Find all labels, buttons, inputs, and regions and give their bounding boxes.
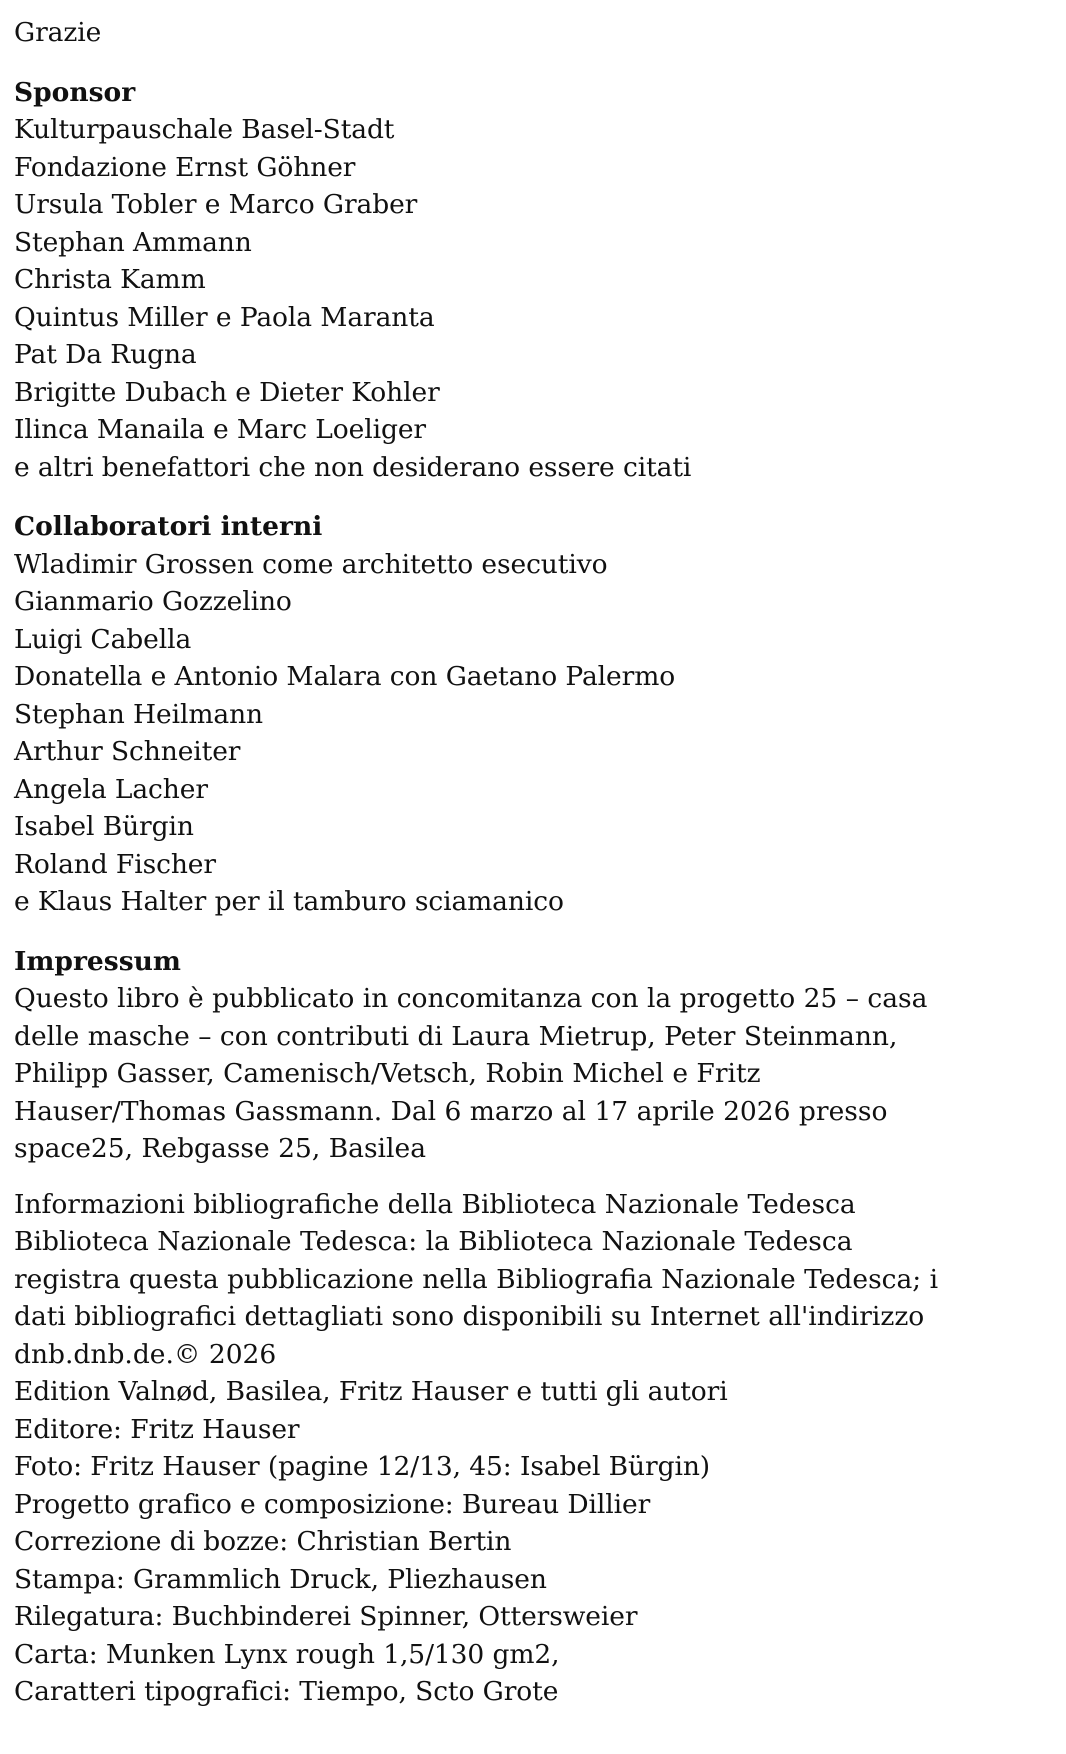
list-item: Christa Kamm [14,264,206,295]
list-item: Quintus Miller e Paola Maranta [14,301,435,333]
list-item: Brigitte Dubach e Dieter Kohler [14,376,440,408]
credit-line: Progetto grafico e composizione: Bureau Dillier [14,1488,651,1520]
credit-line: Correzione di bozze: Christian Bertin [14,1526,512,1557]
section-heading-sponsor: Sponsor [14,76,136,108]
list-item: e altri benefattori che non desiderano essere citati [14,451,692,483]
list-item: Donatella e Antonio Malara con Gaetano Palermo [14,661,676,692]
list-item: e Klaus Halter per il tamburo sciamanico [14,886,564,917]
list-item: Stephan Ammann [14,226,252,258]
section-heading-impressum: Impressum [14,945,181,977]
list-item: Fondazione Ernst Göhner [14,151,356,183]
section-sponsor [14,74,1006,487]
credit-line: Stampa: Grammlich Druck, Pliezhausen [14,1563,547,1595]
list-item: Isabel Bürgin [14,811,194,842]
section-collaboratori-interni [14,508,1006,921]
impressum-paragraph: Questo libro è pubblicato in concomitanza con la progetto 25 – casa delle masche – con contributi di Laura Mietrup, Peter Steinmann, Philipp Gasser, Camenisch/Vetsch, Robin Michel e Fritz Hauser/Thomas Gassmann. Dal 6 marzo al 17 aprile 2026 presso space25, Rebgasse 25, Basilea [14,983,928,1164]
credit-line: Editore: Fritz Hauser [14,1413,300,1445]
spacer [14,486,1006,508]
list-item: Ursula Tobler e Marco Graber [14,189,418,220]
credit-line: Rilegatura: Buchbinderei Spinner, Ottersweier [14,1601,638,1632]
credit-line: Caratteri tipografici: Tiempo, Scto Grote [14,1676,559,1707]
credit-line: Carta: Munken Lynx rough 1,5/130 gm2, [14,1638,560,1670]
section-heading-collaboratori-interni: Collaboratori interni [14,511,323,542]
list-item: Luigi Cabella [14,623,192,655]
list-item: Arthur Schneiter [14,736,241,767]
list-item: Stephan Heilmann [14,698,264,730]
credit-line: Foto: Fritz Hauser (pagine 12/13, 45: Isabel Bürgin) [14,1451,711,1482]
list-item: Angela Lacher [14,773,208,805]
list-item: Roland Fischer [14,848,216,880]
list-item: Kulturpauschale Basel-Stadt [14,114,395,145]
list-item: Gianmario Gozzelino [14,586,292,617]
list-item: Pat Da Rugna [14,339,197,370]
list-item: Wladimir Grossen come architetto esecutivo [14,548,608,580]
credit-line: Edition Valnød, Basilea, Fritz Hauser e tutti gli autori [14,1376,728,1407]
spacer [14,52,1006,74]
intro-line: Grazie [14,17,102,48]
section-impressum [14,943,1006,1711]
bibliographic-paragraph: Informazioni bibliografiche della Biblioteca Nazionale Tedesca Biblioteca Nazionale Tedesca: la Biblioteca Nazionale Tedesca registra questa pubblicazione nella Bibliografia Nazionale Tedesca; i dati bibliografici dettagliati sono disponibili su Internet all'indirizzo dnb.dnb.de.© 2026 [14,1188,939,1370]
list-item: Ilinca Manaila e Marc Loeliger [14,414,426,445]
spacer [14,1168,1006,1186]
spacer [14,921,1006,943]
